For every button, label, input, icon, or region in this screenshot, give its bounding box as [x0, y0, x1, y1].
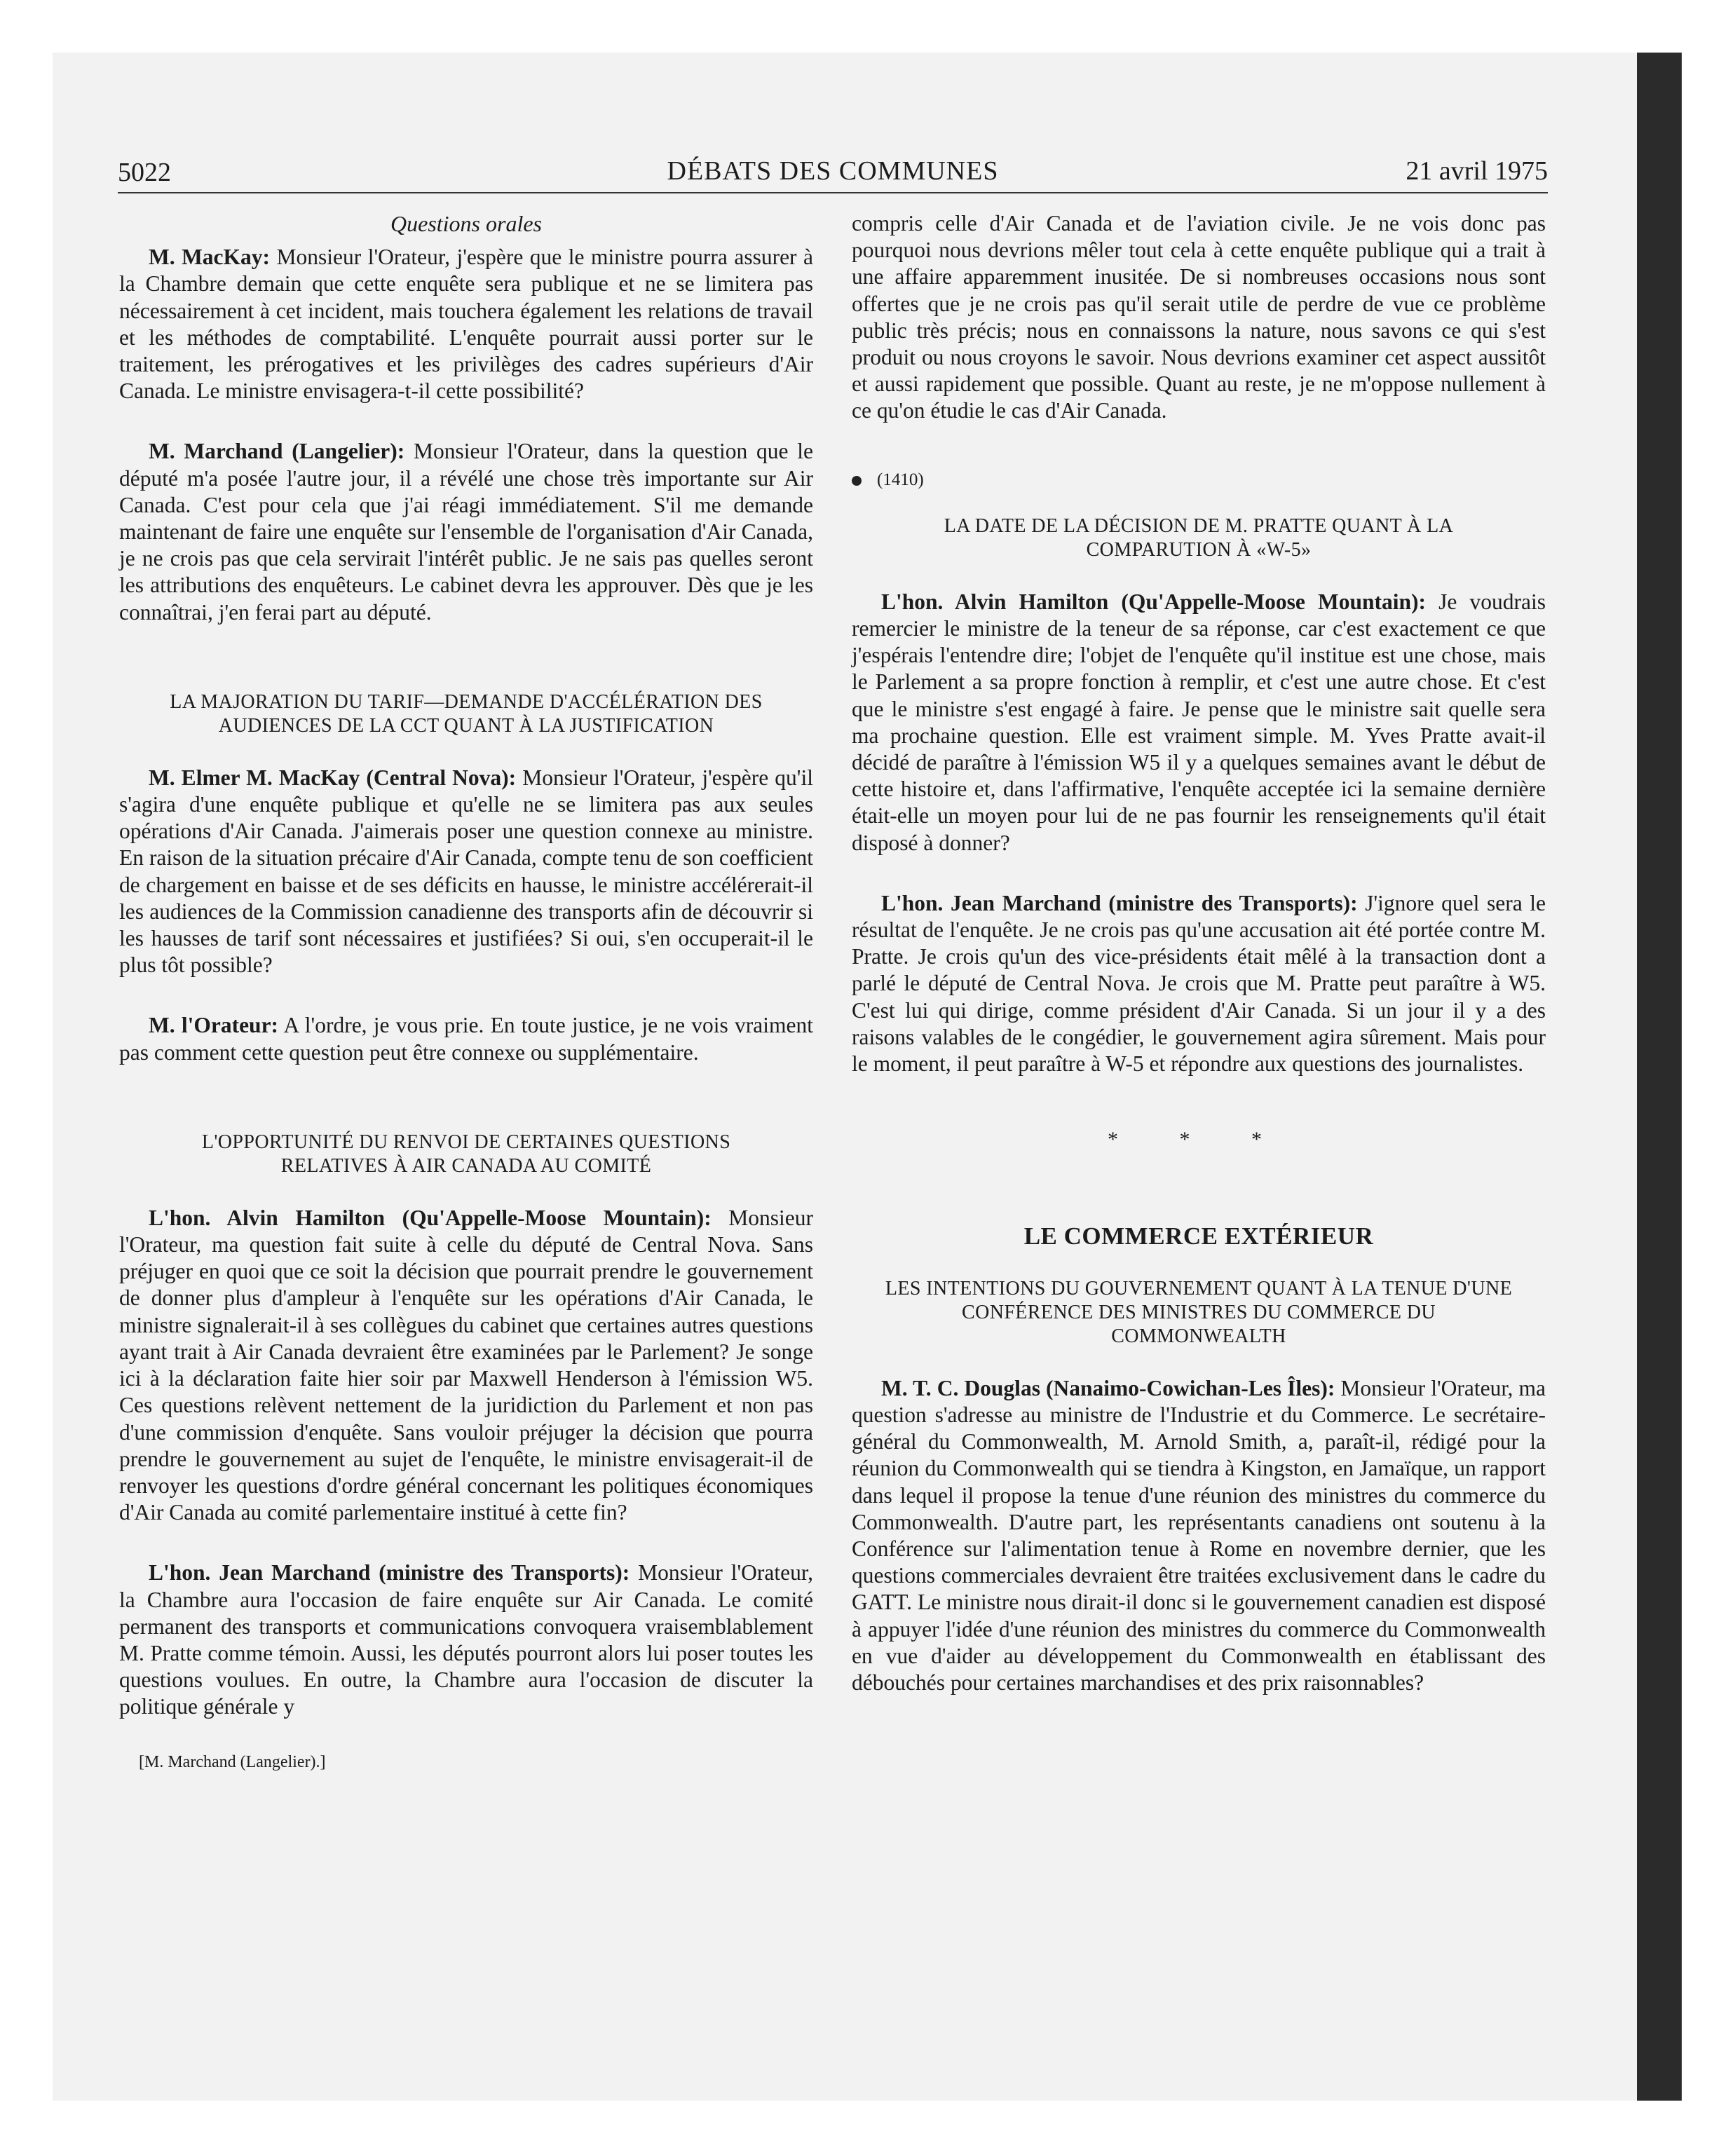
- bullet-icon: [852, 476, 862, 486]
- paragraph-text: Monsieur l'Orateur, ma question s'adresse au ministre de l'Industrie et du Commerce. Le secrétaire-général du Commonwealth, M. Arnold Smith, a, paraît-il, rédigé pour la réunion du Commonwealth qui se tiendra à Kingston, en Jamaïque, un rapport dans lequel il propose la tenue d'une réunion des ministres du commerce du Commonwealth. D'autre part, les représentants canadiens ont soutenu à la Conférence sur l'alimentation tenue à Rome en novembre dernier, que les questions commerciales devraient être traitées exclusivement dans le cadre du GATT. Le ministre nous dirait-il donc si le gouvernement canadien est disposé à appuyer l'idée d'une réunion des ministres du commerce du Commonwealth en vue d'aider au développement du Commonwealth en établissant des débouchés pour certaines marchandises et des prix raisonnables?: [852, 1375, 1546, 1695]
- subheading: LA MAJORATION DU TARIF—DEMANDE D'ACCÉLÉRATION DES AUDIENCES DE LA CCT QUANT À LA JUSTIFICATION: [170, 690, 763, 737]
- speaker-note: [M. Marchand (Langelier).]: [139, 1752, 326, 1771]
- paragraph: [119, 438, 813, 625]
- paragraph-text: Monsieur l'Orateur, dans la question que le député m'a posée l'autre jour, il a révélé une chose très importante sur Air Canada. C'est pour cela que j'ai réagi immédiatement. S'il me demande maintenant de faire une enquête sur l'ensemble de l'organisation d'Air Canada, je ne crois pas que cela servirait l'intérêt public. Je ne sais pas quelles seront les attributions des enquêteurs. Le cabinet devra les approuver. Dès que je les connaîtrai, j'en ferai part au député.: [119, 439, 814, 625]
- page-date: 21 avril 1975: [1406, 156, 1548, 186]
- subheading: LA DATE DE LA DÉCISION DE M. PRATTE QUANT À LA COMPARUTION À «W-5»: [944, 514, 1454, 561]
- speaker-name: M. MacKay:: [149, 245, 271, 270]
- paragraph: [119, 244, 813, 404]
- speaker-name: L'hon. Alvin Hamilton (Qu'Appelle-Moose Mountain):: [881, 589, 1426, 614]
- paragraph-text: Monsieur l'Orateur, j'espère qu'il s'agira d'une enquête publique et qu'elle ne se limitera pas aux seules opérations d'Air Canada. J'aimerais poser une question connexe au ministre. En raison de la situation précaire d'Air Canada, compte tenu de son coefficient de chargement en baisse et de ses déficits en hausse, le ministre accélérerait-il les audiences de la Commission canadienne des transports afin de découvrir si les hausses de tarif sont nécessaires et justifiées? Si oui, s'en occuperait-il le plus tôt possible?: [119, 765, 813, 978]
- time-marker-text: (1410): [877, 470, 924, 489]
- running-head: Questions orales: [390, 211, 542, 236]
- page-header: [118, 156, 1548, 193]
- subheading: L'OPPORTUNITÉ DU RENVOI DE CERTAINES QUESTIONS RELATIVES À AIR CANADA AU COMITÉ: [201, 1131, 731, 1177]
- paragraph-text: Je voudrais remercier le ministre de la teneur de sa réponse, car c'est exactement ce que j'espérais l'entendre dire; l'objet de l'enquête qu'il institue est une chose, mais le Parlement a sa propre fonction à remplir, et c'est une autre chose. Et c'est que le ministre s'est engagé à faire. Je pense que le ministre sait quelle sera ma prochaine question. Elle est vraiment simple. M. Yves Pratte avait-il décidé de paraître à l'émission W5 il y a quelques semaines avant le début de cette histoire et, dans l'affirmative, l'enquête acceptée ici la semaine dernière était-elle un moyen pour lui de ne pas fournir les renseignements qu'il était disposé à donner?: [852, 589, 1546, 855]
- speaker-name: M. Elmer M. MacKay (Central Nova):: [149, 765, 517, 790]
- speaker-name: L'hon. Alvin Hamilton (Qu'Appelle-Moose Mountain):: [149, 1205, 712, 1230]
- scan-edge-bar: [1637, 53, 1682, 2101]
- paragraph: [119, 765, 813, 979]
- page-number: 5022: [118, 158, 171, 187]
- paragraph: [119, 1012, 813, 1065]
- speaker-name: M. T. C. Douglas (Nanaimo-Cowichan-Les Îles):: [881, 1375, 1335, 1400]
- paragraph: [852, 890, 1546, 1077]
- right-column: [852, 210, 1546, 1696]
- section-separator: * * *: [1108, 1128, 1290, 1152]
- speaker-name: M. Marchand (Langelier):: [149, 439, 405, 464]
- subheading: LES INTENTIONS DU GOUVERNEMENT QUANT À LA TENUE D'UNE CONFÉRENCE DES MINISTRES DU COMMERCE DU COMMONWEALTH: [885, 1277, 1513, 1347]
- time-marker: [852, 467, 1546, 493]
- speaker-name: L'hon. Jean Marchand (ministre des Transports):: [881, 890, 1358, 915]
- paragraph-text: Monsieur l'Orateur, ma question fait suite à celle du député de Central Nova. Sans préjuger en quoi que ce soit la décision que pourrait prendre le gouvernement de donner plus d'ampleur à l'enquête sur les opérations d'Air Canada, le ministre signalerait-il à ses collègues du cabinet que certaines autres questions ayant trait à Air Canada devraient être examinées par le Parlement? Je songe ici à la déclaration faite hier soir par Maxwell Henderson à l'émission W5. Ces questions relèvent nettement de la juridiction du Parlement et non pas d'une commission d'enquête. Sans vouloir préjuger la décision que pourra prendre le gouvernement au sujet de l'enquête, le ministre envisagerait-il de renvoyer les questions d'ordre général concernant les politiques économiques d'Air Canada au comité parlementaire institué à cette fin?: [119, 1205, 813, 1525]
- paragraph-text: J'ignore quel sera le résultat de l'enquête. Je ne crois pas qu'une accusation ait été portée contre M. Pratte. Je crois qu'un des vice-présidents était mêlé à la transaction dont a parlé le député de Central Nova. Je crois que M. Pratte peut paraître à W5. C'est lui qui dirige, comme président d'Air Canada. Si un jour il y a des raisons valables de le congédier, le gouvernement agira sûrement. Mais pour le moment, il peut paraître à W-5 et répondre aux questions des journalistes.: [852, 890, 1546, 1077]
- section-title: LE COMMERCE EXTÉRIEUR: [1023, 1222, 1374, 1250]
- paragraph: [852, 589, 1546, 857]
- paragraph-text: A l'ordre, je vous prie. En toute justice, je ne vois vraiment pas comment cette question peut être connexe ou supplémentaire.: [119, 1013, 813, 1065]
- paragraph: [119, 1560, 813, 1720]
- paragraph-text: Monsieur l'Orateur, la Chambre aura l'occasion de faire enquête sur Air Canada. Le comité permanent des transports et communications convoquera vraisemblablement M. Pratte comme témoin. Aussi, les députés pourront alors lui poser toutes les questions voulues. En outre, la Chambre aura l'occasion de discuter la politique générale y: [119, 1560, 813, 1719]
- paragraph: [852, 210, 1546, 425]
- paragraph: [119, 1205, 813, 1526]
- publication-title: DÉBATS DES COMMUNES: [667, 156, 999, 186]
- speaker-name: L'hon. Jean Marchand (ministre des Transports):: [149, 1560, 630, 1585]
- paragraph-text: compris celle d'Air Canada et de l'aviation civile. Je ne vois donc pas pourquoi nous devrions mêler tout cela à cette enquête publique qui a trait à une affaire apparemment inusitée. De si nombreuses occasions nous sont offertes que je ne crois pas qu'il serait utile de perdre de vue ce problème public très précis; nous en connaissons la nature, nous savons ce qui s'est produit ou nous croyons le savoir. Nous devrions examiner cet aspect aussitôt et aussi rapidement que possible. Quant au reste, je ne m'oppose nullement à ce qu'on étudie le cas d'Air Canada.: [852, 211, 1546, 423]
- paragraph: [852, 1375, 1546, 1696]
- speaker-name: M. l'Orateur:: [149, 1013, 279, 1038]
- paragraph-text: Monsieur l'Orateur, j'espère que le ministre pourra assurer à la Chambre demain que cette enquête sera publique et ne se limitera pas nécessairement à cet incident, mais touchera également les relations de travail et les méthodes de comptabilité. L'enquête pourrait aussi porter sur le traitement, les prérogatives et les privilèges des cadres supérieurs d'Air Canada. Le ministre envisagera-t-il cette possibilité?: [119, 245, 814, 404]
- left-column: [119, 210, 813, 1775]
